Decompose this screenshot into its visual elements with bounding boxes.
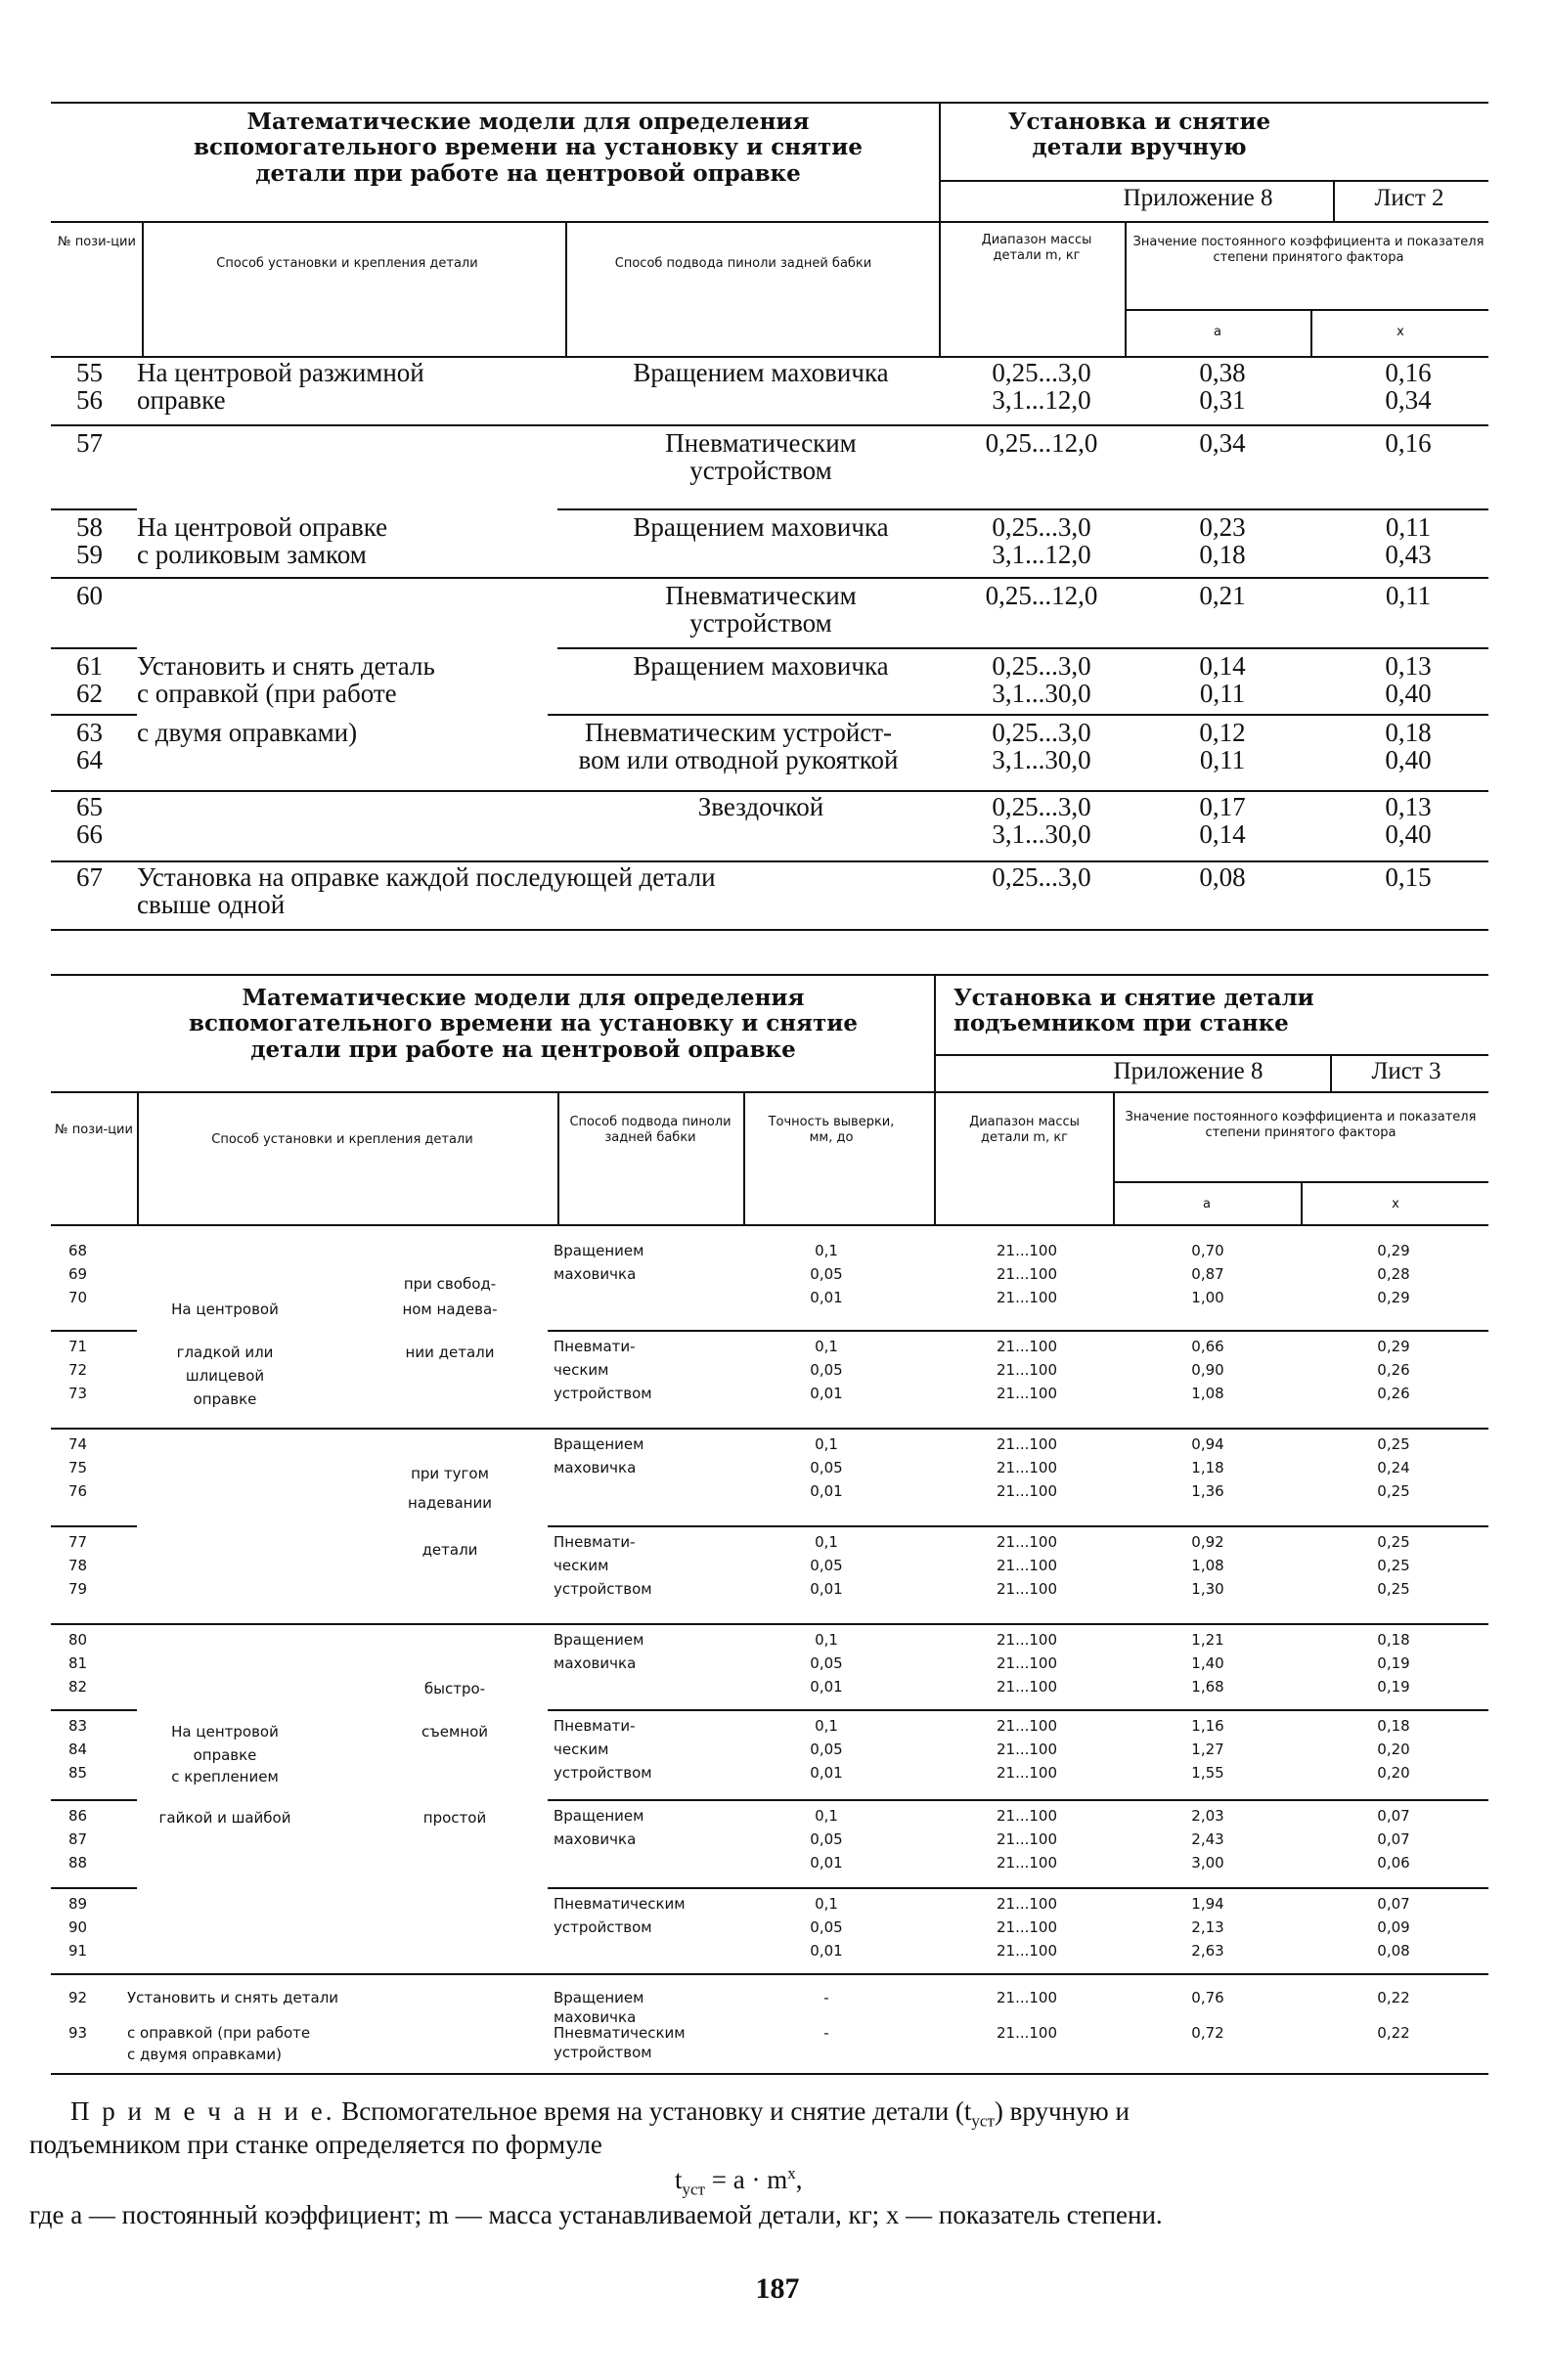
table1-range: 3,1...12,0	[992, 385, 1091, 415]
table2-precision: 0,01	[810, 1854, 843, 1872]
table1-method: свыше одной	[137, 890, 286, 919]
table2-supply: Вращением	[554, 1435, 644, 1453]
table1-x: 0,13	[1385, 651, 1432, 681]
table2-precision: 0,1	[815, 1533, 838, 1551]
table2-precision: 0,05	[810, 1830, 843, 1848]
table2-a: 2,13	[1191, 1918, 1224, 1936]
table2-a: 1,08	[1191, 1557, 1224, 1574]
table1-pos: 56	[76, 385, 103, 415]
table2-pos: 74	[68, 1435, 88, 1453]
table1-supply: устройством	[689, 608, 832, 638]
table2-a: 0,92	[1191, 1533, 1224, 1551]
table2-pos: 81	[68, 1654, 88, 1672]
table2-a: 0,90	[1191, 1361, 1224, 1379]
table2-precision: 0,1	[815, 1807, 838, 1825]
table1-range: 0,25...3,0	[992, 718, 1091, 747]
note-line-2: подъемником при станке определяется по формуле	[29, 2130, 602, 2159]
note-line-1	[70, 2098, 1130, 2129]
table2-supply: Пневматическим	[554, 1895, 686, 1913]
table1-supply: вом или отводной рукояткой	[578, 745, 899, 774]
table2-range: 21...100	[996, 1989, 1058, 2006]
table2-x: 0,07	[1377, 1807, 1410, 1825]
method-free-1: при свобод-	[403, 1275, 497, 1293]
method-nut-3: с креплением	[171, 1768, 279, 1785]
method-tight-1: при тугом	[411, 1465, 489, 1482]
table2-pos: 92	[68, 1989, 88, 2006]
table2-precision: 0,05	[810, 1361, 843, 1379]
table2-pos: 80	[68, 1631, 88, 1649]
table2-a: 1,00	[1191, 1289, 1224, 1306]
table1-a: 0,14	[1199, 819, 1246, 849]
table2-pos: 90	[68, 1918, 88, 1936]
table1-a: 0,18	[1199, 540, 1246, 569]
table1-method: оправке	[137, 385, 226, 415]
table2-x: 0,06	[1377, 1854, 1410, 1872]
note-formula	[675, 2165, 802, 2197]
table1-pos: 59	[76, 540, 103, 569]
table2-pos: 79	[68, 1580, 88, 1598]
table1-pos: 66	[76, 819, 103, 849]
table2-a: 1,27	[1191, 1741, 1224, 1758]
table2-header-precision: Точность выверки, мм, до	[768, 1115, 895, 1146]
table2-range: 21...100	[996, 1895, 1058, 1913]
table2-precision: 0,01	[810, 1942, 843, 1960]
table1-a: 0,34	[1199, 428, 1246, 458]
table2-precision: 0,01	[810, 1580, 843, 1598]
table1-method: с двумя оправками)	[137, 718, 358, 747]
table2-a: 3,00	[1191, 1854, 1224, 1872]
table2-a: 0,70	[1191, 1242, 1224, 1259]
table2-a: 0,66	[1191, 1338, 1224, 1355]
table1-a: 0,11	[1199, 745, 1246, 774]
table2-a: 1,18	[1191, 1459, 1224, 1476]
table1-header-range: Диапазон массы детали m, кг	[981, 233, 1092, 264]
table1-header-method: Способ установки и крепления детали	[216, 256, 478, 271]
table2-pos: 93	[68, 2024, 88, 2042]
table1-pos: 60	[76, 581, 103, 610]
table2-pos: 70	[68, 1289, 88, 1306]
table2-x: 0,07	[1377, 1895, 1410, 1913]
table1-range: 0,25...3,0	[992, 512, 1091, 542]
table2-x: 0,25	[1377, 1435, 1410, 1453]
table1-header-coef: Значение постоянного коэффициента и показателя степени принятого фактора	[1132, 235, 1485, 266]
table1-x: 0,11	[1385, 512, 1432, 542]
table2-supply: Пневмати-	[554, 1338, 636, 1355]
table2-precision: 0,05	[810, 1654, 843, 1672]
table2-x: 0,18	[1377, 1631, 1410, 1649]
table1-range: 3,1...12,0	[992, 540, 1091, 569]
table1-supply: Вращением маховичка	[633, 651, 889, 681]
table2-precision: 0,05	[810, 1557, 843, 1574]
table2-right-title: Установка и снятие детали подъемником при станке	[953, 985, 1314, 1037]
table2-a: 0,76	[1191, 1989, 1224, 2006]
table1-a: 0,12	[1199, 718, 1246, 747]
table1-x: 0,40	[1385, 679, 1432, 708]
table1-pos: 61	[76, 651, 103, 681]
method-smooth-4: оправке	[193, 1390, 257, 1408]
table2-a: 0,94	[1191, 1435, 1224, 1453]
table2-a: 1,40	[1191, 1654, 1224, 1672]
table1-header-a: а	[1214, 325, 1221, 339]
table1-header-x: х	[1397, 325, 1404, 339]
table2-x: 0,29	[1377, 1338, 1410, 1355]
table2-precision: 0,05	[810, 1459, 843, 1476]
table2-supply: маховичка	[554, 2008, 637, 2026]
table2-x: 0,18	[1377, 1717, 1410, 1735]
table1-a: 0,23	[1199, 512, 1246, 542]
table2-a: 1,94	[1191, 1895, 1224, 1913]
table2-method: с оправкой (при работе	[127, 2024, 311, 2042]
table2-method: Установить и снять детали	[127, 1989, 339, 2006]
table2-x: 0,09	[1377, 1918, 1410, 1936]
table1-a: 0,21	[1199, 581, 1246, 610]
table1-header-supply: Способ подвода пиноли задней бабки	[614, 256, 872, 271]
table2-supply: Вращением	[554, 1989, 644, 2006]
table2-x: 0,24	[1377, 1459, 1410, 1476]
table2-supply: ческим	[554, 1361, 609, 1379]
table1-pos: 65	[76, 792, 103, 821]
table2-x: 0,29	[1377, 1289, 1410, 1306]
table1-range: 3,1...30,0	[992, 745, 1091, 774]
table2-range: 21...100	[996, 1533, 1058, 1551]
table1-range: 3,1...30,0	[992, 819, 1091, 849]
method-free-3: нии детали	[405, 1344, 495, 1361]
table1-pos: 64	[76, 745, 103, 774]
table2-a: 0,87	[1191, 1265, 1224, 1283]
table1-pos: 55	[76, 358, 103, 387]
table2-supply: маховичка	[554, 1830, 637, 1848]
table2-a: 2,63	[1191, 1942, 1224, 1960]
table2-pos: 78	[68, 1557, 88, 1574]
method-smooth-2: гладкой или	[176, 1344, 274, 1361]
method-simple: простой	[422, 1809, 487, 1827]
table2-supply: устройством	[554, 1580, 652, 1598]
table1-range: 0,25...3,0	[992, 358, 1091, 387]
table2-a: 1,08	[1191, 1385, 1224, 1402]
table2-precision: 0,05	[810, 1741, 843, 1758]
table2-range: 21...100	[996, 1764, 1058, 1782]
table2-precision: 0,01	[810, 1482, 843, 1500]
table2-a: 1,21	[1191, 1631, 1224, 1649]
table1-a: 0,17	[1199, 792, 1246, 821]
table2-x: 0,22	[1377, 2024, 1410, 2042]
table1-x: 0,43	[1385, 540, 1432, 569]
formula-rest: = a · m	[705, 2165, 788, 2194]
table2-header-supply: Способ подвода пиноли задней бабки	[569, 1115, 732, 1146]
table2-precision: 0,1	[815, 1895, 838, 1913]
table1-pos: 67	[76, 862, 103, 892]
table2-x: 0,19	[1377, 1654, 1410, 1672]
table2-appendix: Приложение 8	[1113, 1058, 1264, 1084]
table2-pos: 83	[68, 1717, 88, 1735]
table2-precision: 0,1	[815, 1242, 838, 1259]
table2-supply: маховичка	[554, 1265, 637, 1283]
table1-appendix: Приложение 8	[1123, 185, 1273, 211]
formula-t: t	[675, 2165, 683, 2194]
table2-header-pos: № пози-ции	[55, 1123, 133, 1137]
table2-supply: маховичка	[554, 1654, 637, 1672]
table1-range: 0,25...12,0	[985, 428, 1098, 458]
method-nut-1: На центровой	[171, 1723, 279, 1741]
table1-range: 0,25...3,0	[992, 651, 1091, 681]
table2-pos: 91	[68, 1942, 88, 1960]
table2-pos: 84	[68, 1741, 88, 1758]
table2-pos: 87	[68, 1830, 88, 1848]
table2-method: с двумя оправками)	[127, 2046, 282, 2063]
table2-supply: устройством	[554, 1764, 652, 1782]
method-free-2: ном надева-	[402, 1300, 498, 1318]
table2-header-range: Диапазон массы детали m, кг	[969, 1115, 1080, 1146]
table2-range: 21...100	[996, 1942, 1058, 1960]
table2-pos: 72	[68, 1361, 88, 1379]
table1-supply: Вращением маховичка	[633, 512, 889, 542]
table1-method: с роликовым замком	[137, 540, 367, 569]
table1-supply: устройством	[689, 456, 832, 485]
table2-a: 1,30	[1191, 1580, 1224, 1598]
table2-x: 0,08	[1377, 1942, 1410, 1960]
table2-header-x: х	[1392, 1197, 1399, 1212]
table1-a: 0,31	[1199, 385, 1246, 415]
table2-range: 21...100	[996, 1807, 1058, 1825]
table2-pos: 73	[68, 1385, 88, 1402]
table2-precision: 0,01	[810, 1764, 843, 1782]
table1-x: 0,34	[1385, 385, 1432, 415]
table1-x: 0,40	[1385, 819, 1432, 849]
method-nut-2: оправке	[193, 1746, 257, 1764]
note-text-1: Вспомогательное время на установку и снятие детали (t	[341, 2096, 972, 2126]
table1-a: 0,11	[1199, 679, 1246, 708]
table1-supply: Пневматическим	[665, 428, 857, 458]
note-sub: уст	[971, 2111, 995, 2131]
method-smooth-3: шлицевой	[185, 1367, 265, 1385]
table2-a: 2,03	[1191, 1807, 1224, 1825]
table1-supply: Пневматическим устройст-	[584, 718, 893, 747]
table2-supply: Пневмати-	[554, 1717, 636, 1735]
table2-range: 21...100	[996, 1678, 1058, 1696]
table2-a: 1,16	[1191, 1717, 1224, 1735]
table1-range: 3,1...30,0	[992, 679, 1091, 708]
table2-supply: Пневмати-	[554, 1533, 636, 1551]
table1-method: На центровой оправке	[137, 512, 388, 542]
table2-supply: Вращением	[554, 1807, 644, 1825]
table2-supply: Пневматическим	[554, 2024, 686, 2042]
table2-supply: устройством	[554, 2044, 652, 2061]
table2-pos: 85	[68, 1764, 88, 1782]
table1-x: 0,15	[1385, 862, 1432, 892]
table2-a: 1,36	[1191, 1482, 1224, 1500]
table2-precision: 0,01	[810, 1385, 843, 1402]
table1-range: 0,25...12,0	[985, 581, 1098, 610]
table1-a: 0,38	[1199, 358, 1246, 387]
method-nut-4: гайкой и шайбой	[158, 1809, 291, 1827]
table2-range: 21...100	[996, 1580, 1058, 1598]
table2-supply: устройством	[554, 1385, 652, 1402]
table2-x: 0,26	[1377, 1385, 1410, 1402]
table2-pos: 86	[68, 1807, 88, 1825]
table2-range: 21...100	[996, 1289, 1058, 1306]
table1-range: 0,25...3,0	[992, 862, 1091, 892]
table2-supply: ческим	[554, 1557, 609, 1574]
table2-title: Математические модели для определения вспомогательного времени на установку и снятие детали при работе на центровой оправке	[189, 985, 858, 1063]
table2-range: 21...100	[996, 1717, 1058, 1735]
table1-sheet: Лист 2	[1374, 185, 1444, 211]
table1-x: 0,13	[1385, 792, 1432, 821]
table2-range: 21...100	[996, 2024, 1058, 2042]
table1-x: 0,18	[1385, 718, 1432, 747]
table1-pos: 63	[76, 718, 103, 747]
table1-x: 0,16	[1385, 428, 1432, 458]
method-smooth-1: На центровой	[171, 1300, 279, 1318]
table2-range: 21...100	[996, 1918, 1058, 1936]
table2-range: 21...100	[996, 1361, 1058, 1379]
table2-a: 1,68	[1191, 1678, 1224, 1696]
table2-range: 21...100	[996, 1854, 1058, 1872]
table1-x: 0,16	[1385, 358, 1432, 387]
table2-precision: 0,05	[810, 1918, 843, 1936]
table1-method: Установка на оправке каждой последующей детали	[137, 862, 716, 892]
table2-range: 21...100	[996, 1557, 1058, 1574]
table1-x: 0,40	[1385, 745, 1432, 774]
table2-pos: 71	[68, 1338, 88, 1355]
table2-supply: Вращением	[554, 1242, 644, 1259]
table1-supply: Звездочкой	[697, 792, 824, 821]
table2-header-a: а	[1203, 1197, 1211, 1212]
table2-sheet: Лист 3	[1371, 1058, 1441, 1084]
table2-x: 0,29	[1377, 1242, 1410, 1259]
table2-a: 0,72	[1191, 2024, 1224, 2042]
table2-precision: 0,01	[810, 1289, 843, 1306]
table2-precision: 0,1	[815, 1631, 838, 1649]
table2-x: 0,25	[1377, 1557, 1410, 1574]
table2-range: 21...100	[996, 1631, 1058, 1649]
table2-x: 0,26	[1377, 1361, 1410, 1379]
table2-x: 0,07	[1377, 1830, 1410, 1848]
table2-x: 0,25	[1377, 1482, 1410, 1500]
table1-x: 0,11	[1385, 581, 1432, 610]
table2-range: 21...100	[996, 1338, 1058, 1355]
table2-x: 0,22	[1377, 1989, 1410, 2006]
note-label: П р и м е ч а н и е.	[70, 2096, 335, 2126]
table2-x: 0,28	[1377, 1265, 1410, 1283]
table1-right-title: Установка и снятие детали вручную	[1007, 109, 1271, 161]
table2-precision: 0,1	[815, 1338, 838, 1355]
table2-range: 21...100	[996, 1385, 1058, 1402]
table1-pos: 62	[76, 679, 103, 708]
formula-end: ,	[795, 2165, 803, 2194]
table2-precision: 0,05	[810, 1265, 843, 1283]
table2-range: 21...100	[996, 1435, 1058, 1453]
note-text-2: ) вручную и	[994, 2096, 1130, 2126]
table2-x: 0,25	[1377, 1580, 1410, 1598]
table2-pos: 82	[68, 1678, 88, 1696]
table2-x: 0,25	[1377, 1533, 1410, 1551]
table2-a: 1,55	[1191, 1764, 1224, 1782]
table2-range: 21...100	[996, 1830, 1058, 1848]
table1-a: 0,08	[1199, 862, 1246, 892]
formula-sub: уст	[682, 2180, 705, 2199]
table2-header-coef: Значение постоянного коэффициента и показателя степени принятого фактора	[1125, 1110, 1477, 1141]
note-line-4: где а — постоянный коэффициент; m — масса устанавливаемой детали, кг; х — показатель степени.	[29, 2200, 1163, 2229]
method-quick-1: быстро-	[423, 1680, 486, 1697]
table2-x: 0,20	[1377, 1741, 1410, 1758]
table1-pos: 58	[76, 512, 103, 542]
table2-precision: 0,01	[810, 1678, 843, 1696]
table2-pos: 75	[68, 1459, 88, 1476]
table2-precision: -	[823, 1989, 829, 2006]
table2-range: 21...100	[996, 1654, 1058, 1672]
method-quick-2: съемной	[421, 1723, 489, 1741]
table2-range: 21...100	[996, 1242, 1058, 1259]
table2-a: 2,43	[1191, 1830, 1224, 1848]
table1-method: На центровой разжимной	[137, 358, 424, 387]
table2-supply: маховичка	[554, 1459, 637, 1476]
table1-supply: Пневматическим	[665, 581, 857, 610]
method-tight-2: надевании	[408, 1494, 492, 1512]
table2-precision: -	[823, 2024, 829, 2042]
table2-range: 21...100	[996, 1741, 1058, 1758]
table2-precision: 0,1	[815, 1435, 838, 1453]
table1-header-pos: № пози-ции	[58, 235, 136, 249]
table2-range: 21...100	[996, 1265, 1058, 1283]
table2-supply: устройством	[554, 1918, 652, 1936]
formula-sup: x	[787, 2164, 796, 2182]
table1-title: Математические модели для определения вспомогательного времени на установку и снятие детали при работе на центровой оправке	[194, 109, 863, 187]
table1-supply: Вращением маховичка	[633, 358, 889, 387]
table2-pos: 68	[68, 1242, 88, 1259]
table2-x: 0,19	[1377, 1678, 1410, 1696]
table1-range: 0,25...3,0	[992, 792, 1091, 821]
table2-supply: Вращением	[554, 1631, 644, 1649]
table2-precision: 0,1	[815, 1717, 838, 1735]
table2-pos: 88	[68, 1854, 88, 1872]
table2-range: 21...100	[996, 1459, 1058, 1476]
table1-method: Установить и снять деталь	[137, 651, 435, 681]
table2-header-method: Способ установки и крепления детали	[211, 1132, 473, 1147]
table1-method: с оправкой (при работе	[137, 679, 397, 708]
table2-pos: 77	[68, 1533, 88, 1551]
page-number: 187	[755, 2272, 800, 2305]
table1-a: 0,14	[1199, 651, 1246, 681]
table2-x: 0,20	[1377, 1764, 1410, 1782]
table2-range: 21...100	[996, 1482, 1058, 1500]
method-tight-3: детали	[421, 1541, 478, 1559]
table2-pos: 89	[68, 1895, 88, 1913]
table1-pos: 57	[76, 428, 103, 458]
table2-supply: ческим	[554, 1741, 609, 1758]
table2-pos: 76	[68, 1482, 88, 1500]
table2-pos: 69	[68, 1265, 88, 1283]
